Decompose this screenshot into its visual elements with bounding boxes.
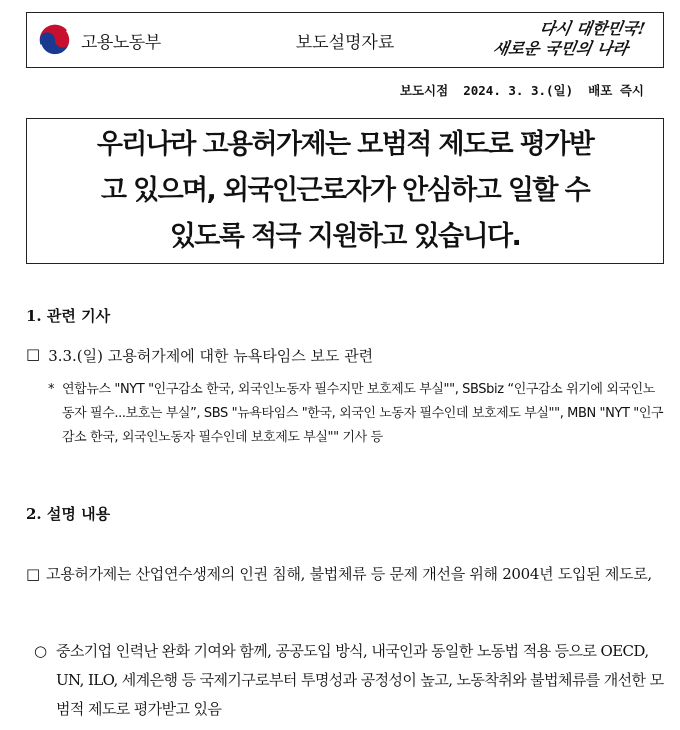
ministry-logo — [27, 13, 227, 67]
slogan-line2: 새로운 국민의 나라 — [491, 39, 630, 58]
circle-bullet-icon: ○ — [34, 642, 48, 660]
slogan — [483, 19, 653, 63]
paragraph2-text: 중소기업 인력난 완화 기여와 함께, 공공도입 방식, 내국인과 동일한 노동법 적용 등으로 OECD, UN, ILO, 세계은행 등 국제기구로부터 투명성과 공정성이 높고, 노동착취와 불법체류를 개선한 모범적 제도로 평가받고 있음 — [56, 642, 664, 718]
square-bullet-icon: □ — [26, 345, 41, 363]
section1-bullet-text: 3.3.(일) 고용허가제에 대한 뉴욕타임스 보도 관련 — [48, 347, 374, 365]
asterisk-icon: * — [48, 382, 55, 397]
ministry-name: 고용노동부 — [81, 32, 161, 53]
headline-line2: 고 있으며, 외국인근로자가 안심하고 일할 수 — [100, 175, 590, 206]
headline-box — [26, 118, 664, 264]
section2-paragraph2 — [34, 637, 666, 724]
article-list-note — [48, 378, 666, 450]
section2-paragraph1 — [26, 560, 666, 588]
section1-bullet — [26, 345, 373, 366]
paragraph1-text: 고용허가제는 산업연수생제의 인권 침해, 불법체류 등 문제 개선을 위해 2004년 도입된 제도로, — [46, 565, 652, 583]
section1-title: 1. 관련 기사 — [26, 307, 111, 325]
taegeuk-emblem-icon — [37, 22, 73, 58]
headline-line1: 우리나라 고용허가제는 모범적 제도로 평가받 — [96, 129, 594, 160]
section2-title: 2. 설명 내용 — [26, 505, 111, 523]
document-type: 보도설명자료 — [295, 32, 395, 53]
release-time: 보도시점 2024. 3. 3.(일) 배포 즉시 — [399, 83, 644, 98]
document-header — [26, 12, 664, 68]
article-list-text: 연합뉴스 "NYT "인구감소 한국, 외국인노동자 필수지만 보호제도 부실"", SBSbiz “인구감소 위기에 외국인노동자 필수...보호는 부실”, SBS "뉴욕타임스 "한국, 외국인 노동자 필수인데 보호제도 부실"", MBN "NYT "인구감소 한국, 외국인노동자 필수인데 보호제도 부실"" 기사 등 — [62, 382, 664, 445]
slogan-line1: 다시 대한민국! — [538, 19, 647, 38]
headline — [97, 122, 593, 260]
headline-line3: 있도록 적극 지원하고 있습니다. — [169, 221, 521, 252]
square-bullet-icon: □ — [26, 565, 41, 583]
